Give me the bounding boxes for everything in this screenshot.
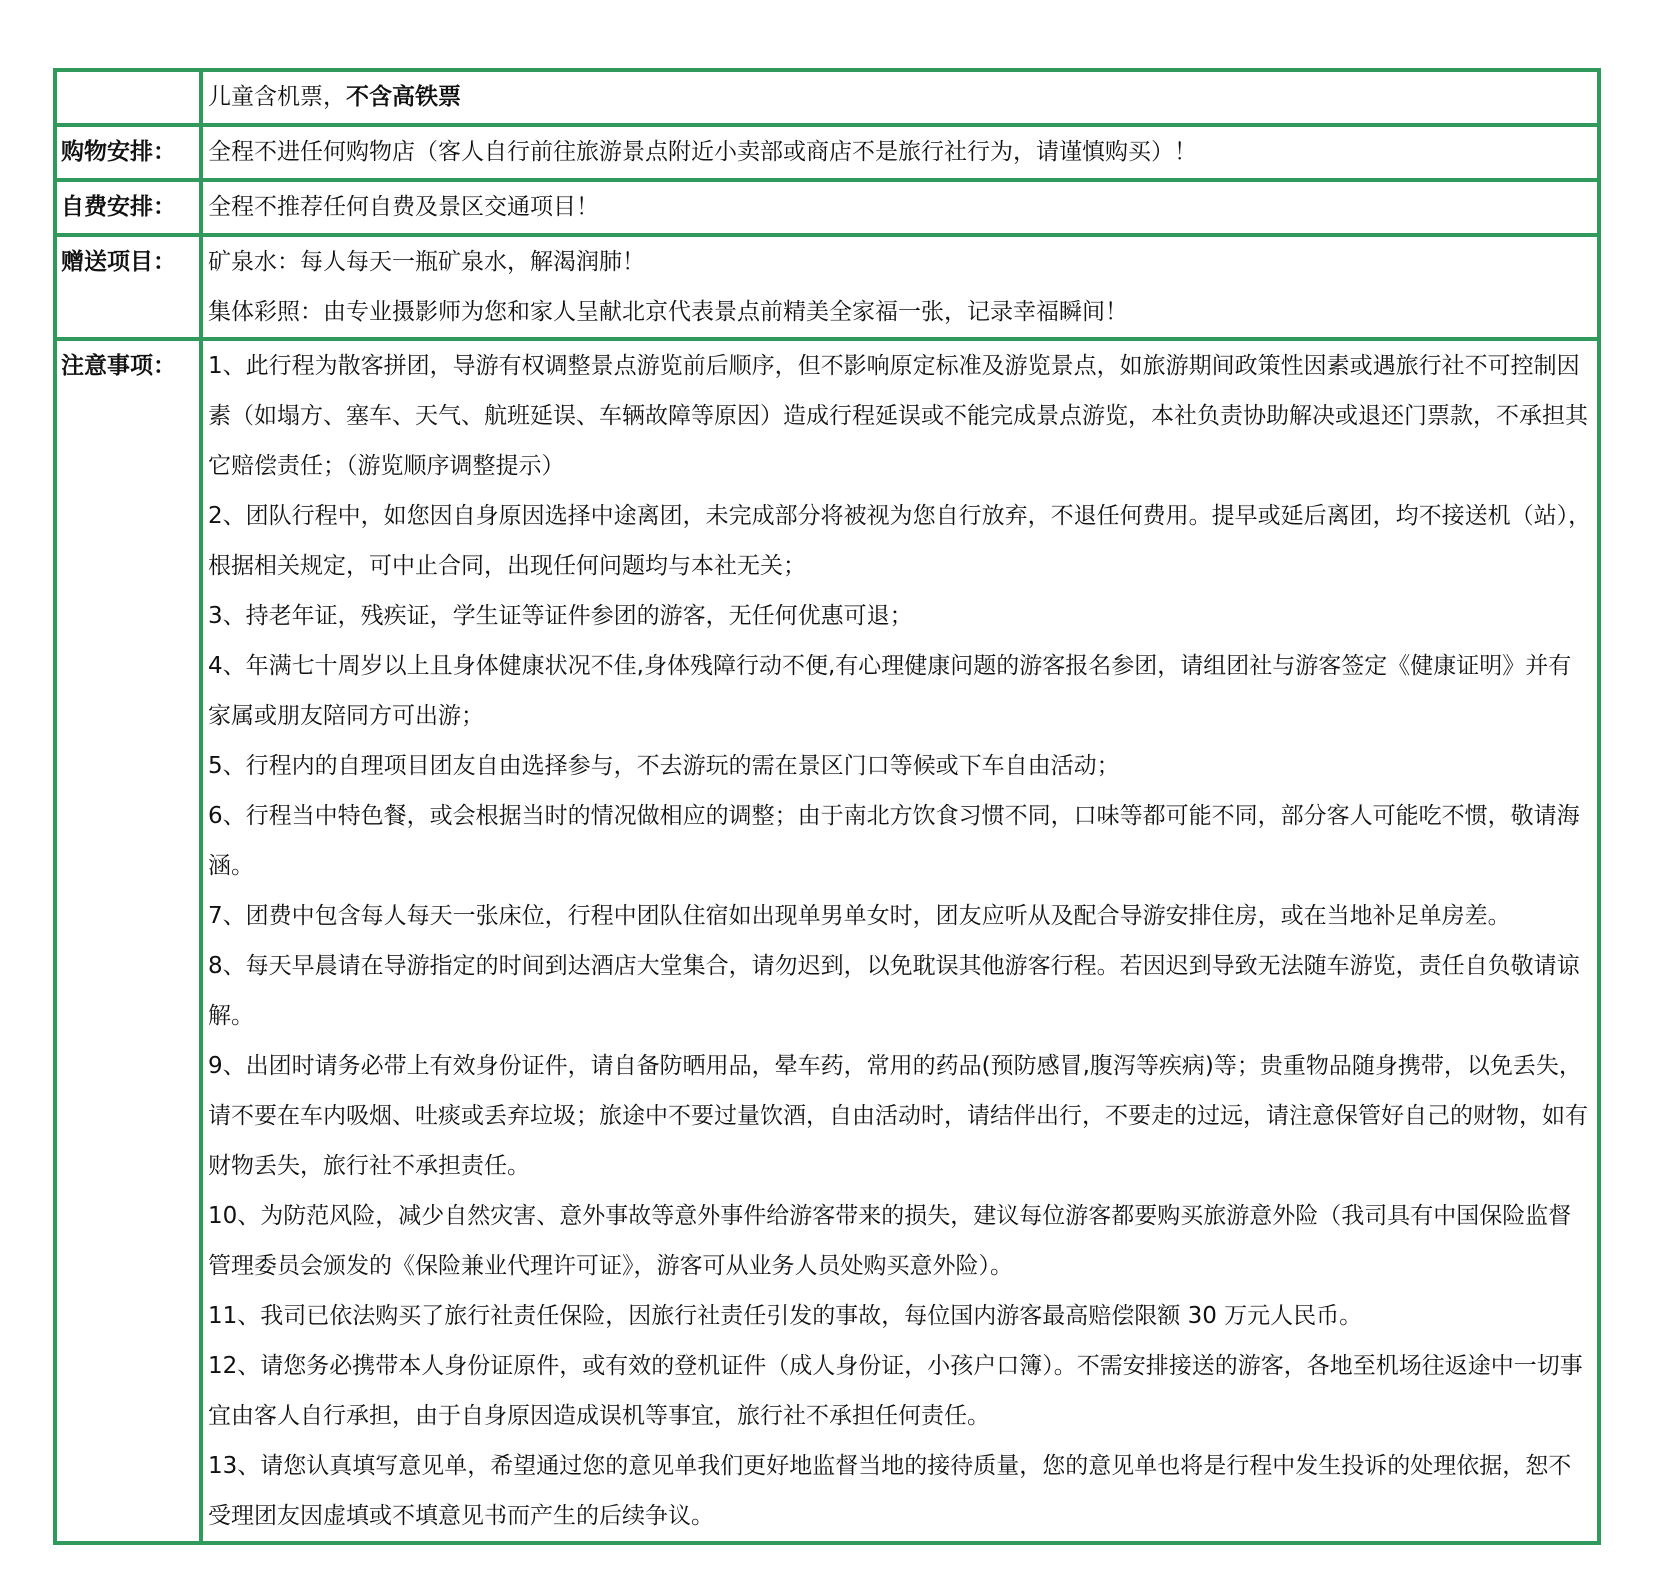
gift-item: 矿泉水：每人每天一瓶矿泉水，解渴润肺！ [208,249,645,275]
note-item: 11、我司已依法购买了旅行社责任保险，因旅行社责任引发的事故，每位国内游客最高赔偿限额 30 万元人民币。 [208,1303,1363,1329]
note-item: 10、为防范风险，减少自然灾害、意外事故等意外事件给游客带来的损失，建议每位游客都要购买旅游意外险（我司具有中国保险监督管理委员会颁发的《保险兼业代理许可证》，游客可从业务人员处购买意外险）。 [208,1203,1572,1279]
note-item: 6、行程当中特色餐，或会根据当时的情况做相应的调整；由于南北方饮食习惯不同，口味等都可能不同，部分客人可能吃不惯，敬请海涵。 [208,803,1580,879]
optional-expenses-text: 全程不推荐任何自费及景区交通项目！ [208,194,599,220]
note-item: 5、行程内的自理项目团友自由选择参与，不去游玩的需在景区门口等候或下车自由活动； [208,753,1120,779]
children-ticket-text: 儿童含机票， [208,84,346,110]
table-row-children-ticket [57,72,1597,127]
shopping-text: 全程不进任何购物店（客人自行前往旅游景点附近小卖部或商店不是旅行社行为，请谨慎购买）！ [208,139,1197,165]
note-item: 1、此行程为散客拼团，导游有权调整景点游览前后顺序，但不影响原定标准及游览景点，如旅游期间政策性因素或遇旅行社不可控制因素（如塌方、塞车、天气、航班延误、车辆故障等原因）造成行程延误或不能完成景点游览，本社负责协助解决或退还门票款，不承担其它赔偿责任；（游览顺序调整提示） [208,353,1588,479]
row-label-notes: 注意事项： [57,341,203,1541]
gift-item: 集体彩照：由专业摄影师为您和家人呈献北京代表景点前精美全家福一张，记录幸福瞬间！ [208,299,1128,325]
note-item: 2、团队行程中，如您因自身原因选择中途离团，未完成部分将被视为您自行放弃，不退任何费用。提早或延后离团，均不接送机（站），根据相关规定，可中止合同，出现任何问题均与本社无关； [208,503,1592,579]
row-label-empty [57,72,203,123]
table-row-optional-expenses [57,182,1597,237]
row-content-gifts [203,237,1597,337]
table-row-notes [57,341,1597,1541]
note-item: 4、年满七十周岁以上且身体健康状况不佳,身体残障行动不便,有心理健康问题的游客报名参团，请组团社与游客签定《健康证明》并有家属或朋友陪同方可出游； [208,653,1572,729]
row-label-shopping: 购物安排： [57,127,203,178]
row-content-shopping [203,127,1597,178]
note-item: 7、团费中包含每人每天一张床位，行程中团队住宿如出现单男单女时，团友应听从及配合导游安排住房，或在当地补足单房差。 [208,903,1511,929]
note-item: 12、请您务必携带本人身份证原件，或有效的登机证件（成人身份证，小孩户口簿）。不需安排接送的游客，各地至机场往返途中一切事宜由客人自行承担，由于自身原因造成误机等事宜，旅行社不承担任何责任。 [208,1353,1583,1429]
table-row-gifts [57,237,1597,341]
children-ticket-emphasis: 不含高铁票 [346,84,461,110]
row-content-children-ticket [203,72,1597,123]
note-item: 3、持老年证，残疾证，学生证等证件参团的游客，无任何优惠可退； [208,603,913,629]
row-label-gifts: 赠送项目： [57,237,203,337]
row-content-notes [203,341,1597,1541]
table-row-shopping [57,127,1597,182]
row-content-optional-expenses [203,182,1597,233]
note-item: 8、每天早晨请在导游指定的时间到达酒店大堂集合，请勿迟到，以免耽误其他游客行程。若因迟到导致无法随车游览，责任自负敬请谅解。 [208,953,1580,1029]
note-item: 13、请您认真填写意见单，希望通过您的意见单我们更好地监督当地的接待质量，您的意见单也将是行程中发生投诉的处理依据，恕不受理团友因虚填或不填意见书而产生的后续争议。 [208,1453,1572,1529]
note-item: 9、出团时请务必带上有效身份证件，请自备防晒用品，晕车药，常用的药品(预防感冒,腹泻等疾病)等；贵重物品随身携带，以免丢失，请不要在车内吸烟、吐痰或丢弃垃圾；旅途中不要过量饮酒，自由活动时，请结伴出行，不要走的过远，请注意保管好自己的财物，如有财物丢失，旅行社不承担责任。 [208,1053,1588,1179]
row-label-optional-expenses: 自费安排： [57,182,203,233]
itinerary-notes-table [53,68,1601,1545]
